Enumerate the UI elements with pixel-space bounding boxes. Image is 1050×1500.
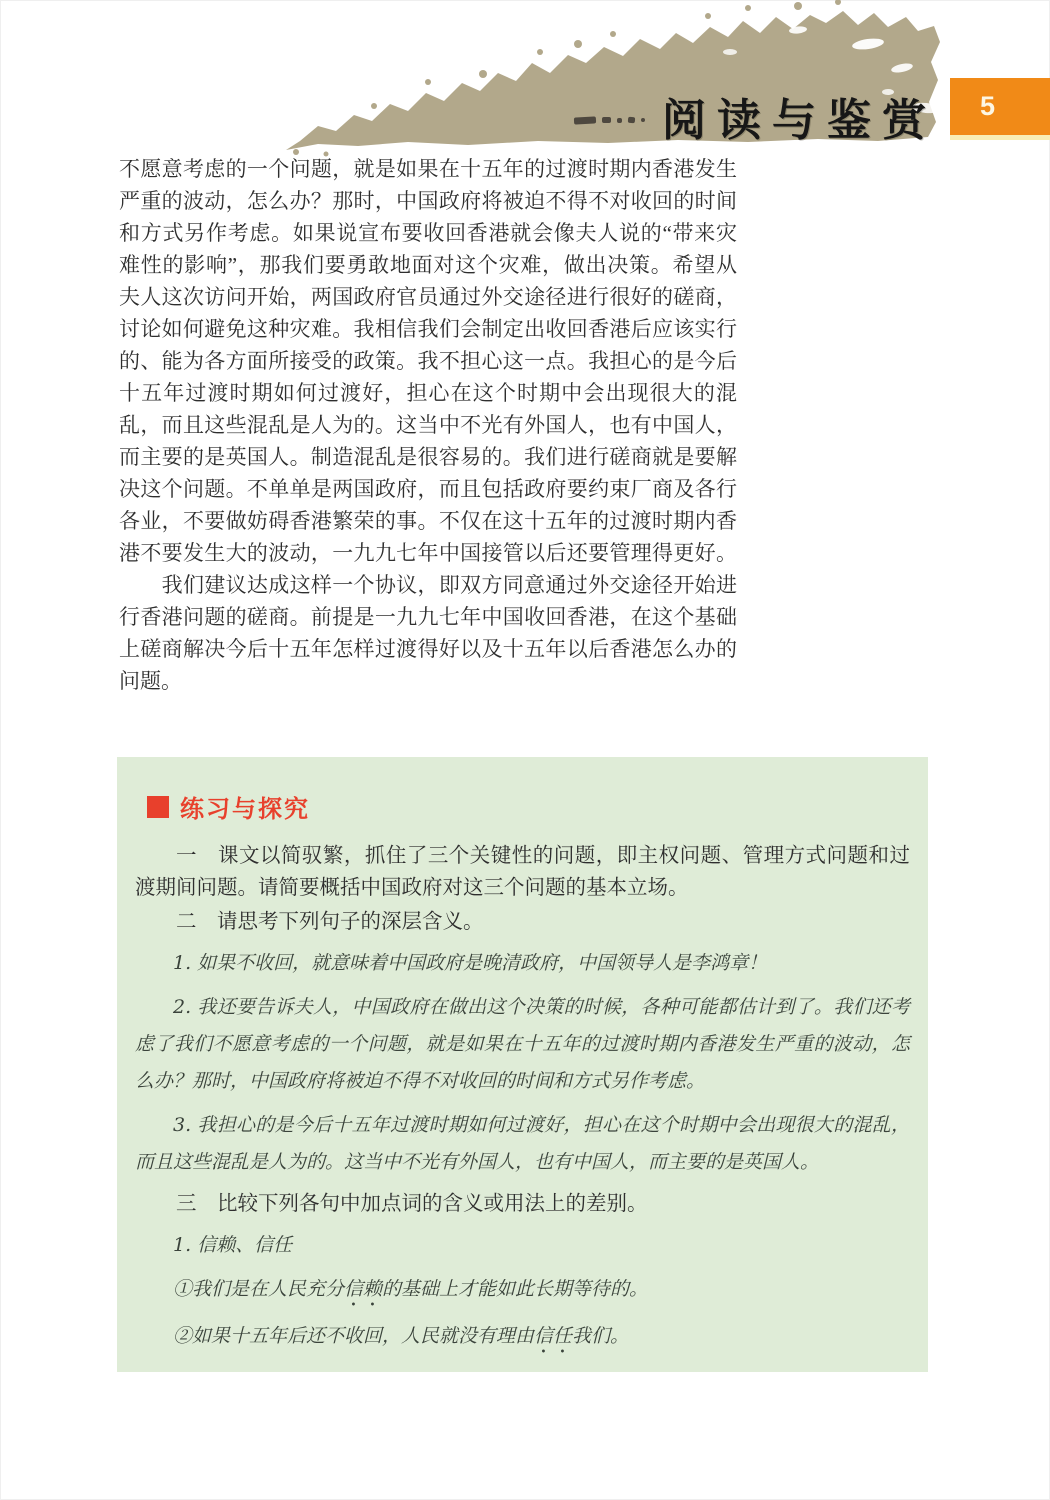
text-line: 十五年过渡时期如何过渡好，担心在这个时期中会出现很大的混 (119, 381, 737, 405)
exercise-blocks (135, 840, 910, 1358)
brush-dash-marks (574, 113, 645, 127)
exercise-block: ②如果十五年后还不收回，人民就没有理由信任我们。 (173, 1325, 630, 1347)
emphasized-word: 信赖 (344, 1278, 383, 1300)
exercise-box (117, 757, 928, 1372)
exercise-block: 三 比较下列各句中加点词的含义或用法上的差别。 (176, 1193, 648, 1215)
exercise-block: 3. 我担心的是今后十五年过渡时期如何过渡好，担心在这个时期中会出现很大的混乱，而且这些混乱是人为的。这当中不光有外国人，也有中国人，而主要的是英国人。 (135, 1114, 910, 1173)
exercise-block: 1. 信赖、信任 (173, 1234, 293, 1256)
red-square-bullet-icon (147, 796, 169, 818)
text-line: 上磋商解决今后十五年怎样过渡得好以及十五年以后香港怎么办的 (119, 637, 737, 661)
text-line: 的、能为各方面所接受的政策。我不担心这一点。我担心的是今后 (119, 349, 737, 373)
text-line: 我们建议达成这样一个协议，即双方同意通过外交途径开始进 (119, 573, 737, 597)
exercise-title: 练习与探究 (180, 796, 310, 823)
page-number-badge (950, 78, 1050, 140)
exercise-block: ①我们是在人民充分信赖的基础上才能如此长期等待的。 (173, 1278, 649, 1300)
text-line: 难性的影响”，那我们要勇敢地面对这个灾难，做出决策。希望从 (119, 253, 737, 277)
text-line: 乱，而且这些混乱是人为的。这当中不光有外国人，也有中国人， (119, 413, 737, 437)
exercise-block: 1. 如果不收回，就意味着中国政府是晚清政府，中国领导人是李鸿章！ (173, 952, 768, 974)
text-line: 而主要的是英国人。制造混乱是很容易的。我们进行磋商就是要解 (119, 445, 737, 469)
exercise-block: 2. 我还要告诉夫人，中国政府在做出这个决策的时候，各种可能都估计到了。我们还考虑了我们不愿意考虑的一个问题，就是如果在十五年的过渡时期内香港发生严重的波动，怎么办？那时，中国政府将被迫不得不对收回的时间和方式另作考虑。 (135, 996, 910, 1092)
text-line: 行香港问题的磋商。前提是一九九七年中国收回香港，在这个基础 (119, 605, 737, 629)
text-line: 港不要发生大的波动，一九九七年中国接管以后还要管理得更好。 (119, 541, 737, 565)
text-line: 严重的波动，怎么办？那时，中国政府将被迫不得不对收回的时间 (119, 189, 737, 213)
text-line: 各业，不要做妨碍香港繁荣的事。不仅在这十五年的过渡时期内香 (119, 509, 737, 533)
text-line: 夫人这次访问开始，两国政府官员通过外交途径进行很好的磋商， (119, 285, 737, 309)
section-title: 阅读与鉴赏 (662, 96, 937, 145)
text-line: 决这个问题。不单单是两国政府，而且包括政府要约束厂商及各行 (119, 477, 737, 501)
text-line: 讨论如何避免这种灾难。我相信我们会制定出收回香港后应该实行 (119, 317, 737, 341)
page-number: 5 (980, 91, 996, 121)
main-text (119, 153, 737, 697)
emphasized-word: 信任 (534, 1325, 573, 1347)
exercise-block: 一 课文以简驭繁，抓住了三个关键性的问题，即主权问题、管理方式问题和过渡期间问题。请简要概括中国政府对这三个问题的基本立场。 (135, 845, 910, 899)
exercise-block: 二 请思考下列句子的深层含义。 (176, 911, 484, 933)
text-line: 问题。 (119, 669, 182, 693)
text-line: 和方式另作考虑。如果说宣布要收回香港就会像夫人说的“带来灾 (119, 221, 737, 245)
exercise-title-row (147, 789, 910, 824)
text-line: 不愿意考虑的一个问题，就是如果在十五年的过渡时期内香港发生 (119, 157, 737, 181)
